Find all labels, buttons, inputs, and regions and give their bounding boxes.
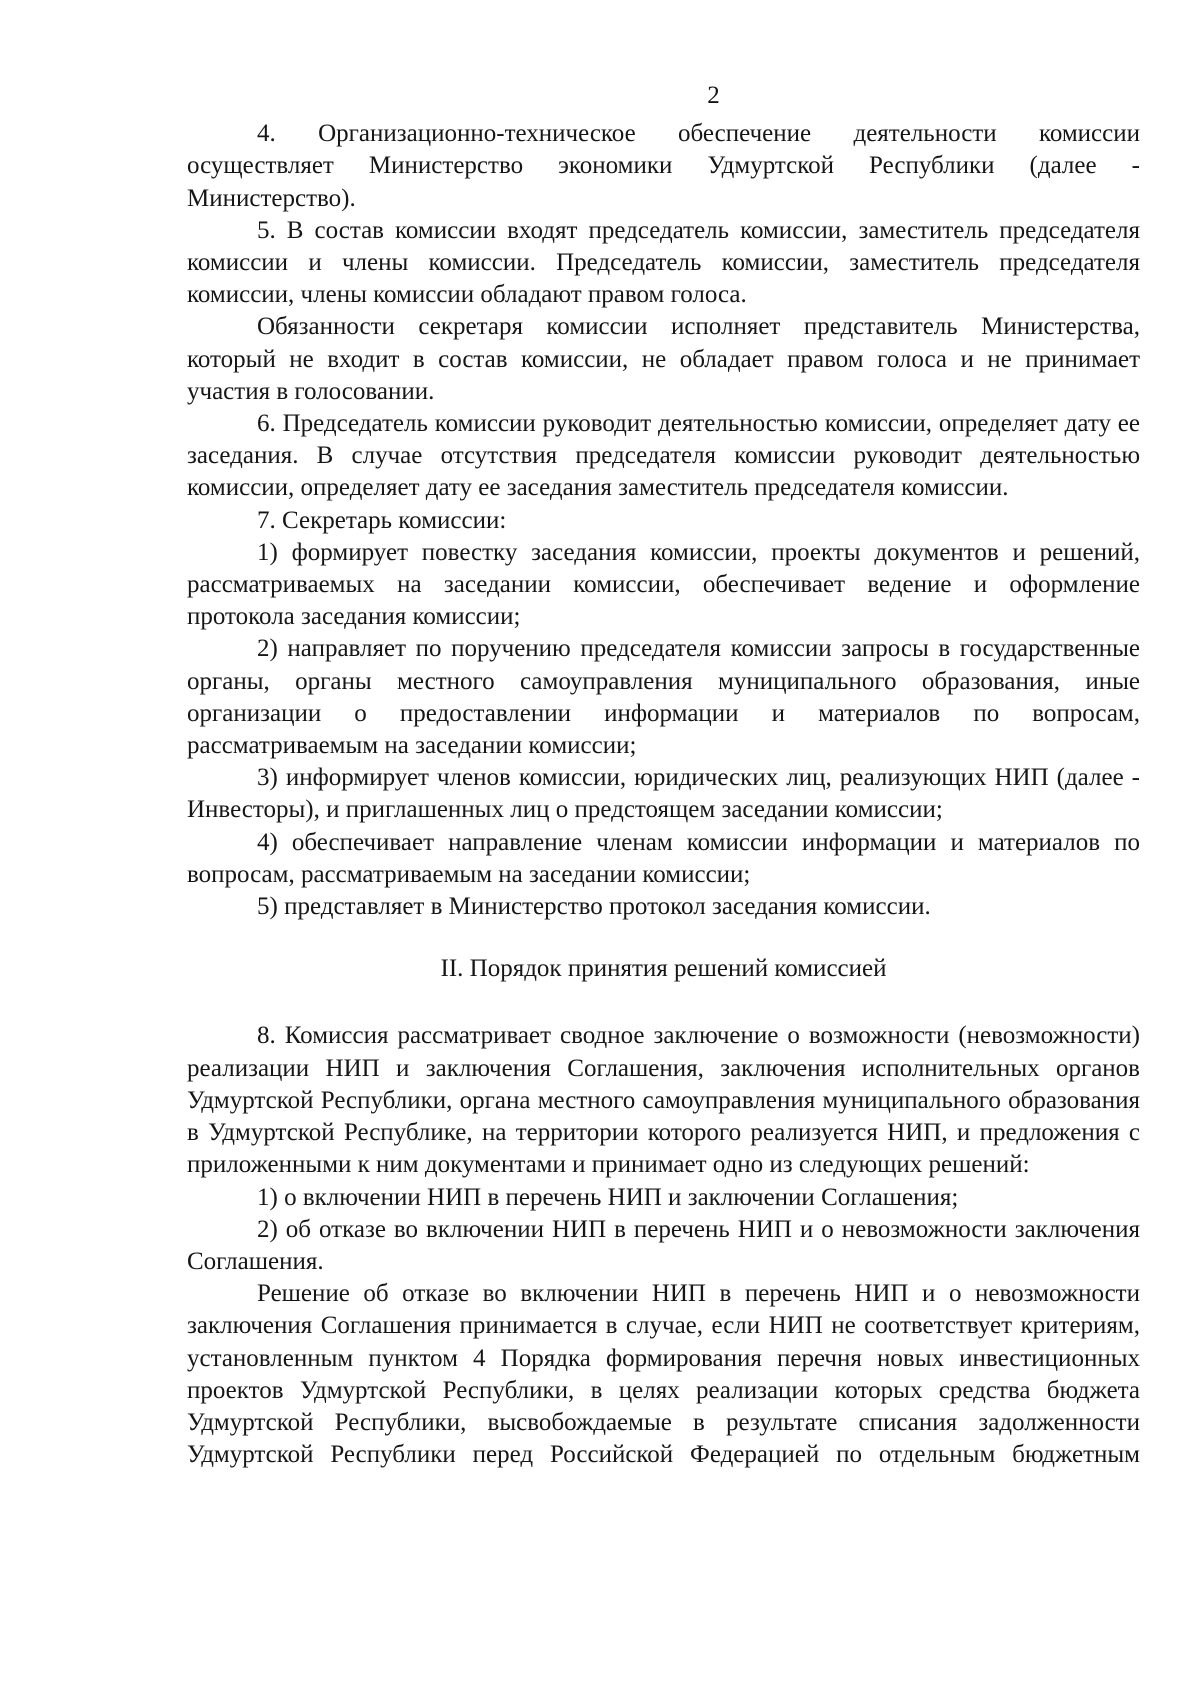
paragraph-4: 4. Организационно-техническое обеспечение деятельности комиссии осуществляет Министерство экономики Удмуртской Республики (далее - Министерство). [187,120,1140,212]
list-item-7-3: 3) информирует членов комиссии, юридических лиц, реализующих НИП (далее - Инвесторы), и приглашенных лиц о предстоящем заседании комиссии; [187,764,1140,824]
list-item-8-2: 2) об отказе во включении НИП в перечень НИП и о невозможности заключения Соглашения. [187,1215,1140,1275]
page-number: 2 [707,82,720,109]
list-item-8-1: 1) о включении НИП в перечень НИП и заключении Соглашения; [257,1183,959,1211]
list-item-7-4: 4) обеспечивает направление членам комиссии информации и материалов по вопросам, рассматриваемым на заседании комиссии; [187,828,1140,888]
paragraph-7: 7. Секретарь комиссии: [257,506,507,534]
list-item-7-2: 2) направляет по поручению председателя комиссии запросы в государственные органы, органы местного самоуправления муниципального образования, иные организации о предоставлении информации и материалов по вопросам, рассматриваемым на заседании комиссии; [187,635,1140,760]
paragraph-refusal-decision: Решение об отказе во включении НИП в перечень НИП и о невозможности заключения Соглашения принимается в случае, если НИП не соответствует критериям, установленным пунктом 4 Порядка формирования перечня новых инвестиционных проектов Удмуртской Республики, в целях реализации которых средства бюджета Удмуртской Республики, высвобождаемые в результате списания задолженности Удмуртской Республики перед Российской Федерацией по отдельным бюджетным [187,1280,1140,1469]
paragraph-8: 8. Комиссия рассматривает сводное заключение о возможности (невозможности) реализации НИП и заключения Соглашения, заключения исполнительных органов Удмуртской Республики, органа местного самоуправления муниципального образования в Удмуртской Республике, на территории которого реализуется НИП, и предложения с приложенными к ним документами и принимает одно из следующих решений: [187,1022,1140,1179]
paragraph-5: 5. В состав комиссии входят председатель комиссии, заместитель председателя комиссии и члены комиссии. Председатель комиссии, заместитель председателя комиссии, члены комиссии обладают правом голоса. [187,216,1140,309]
paragraph-secretary-duties: Обязанности секретаря комиссии исполняет представитель Министерства, который не входит в состав комиссии, не обладает правом голоса и не принимает участия в голосовании. [187,313,1140,405]
list-item-7-5: 5) представляет в Министерство протокол заседания комиссии. [257,893,931,921]
list-item-7-1: 1) формирует повестку заседания комиссии, проекты документов и решений, рассматриваемых на заседании комиссии, обеспечивает ведение и оформление протокола заседания комиссии; [187,538,1140,631]
section-heading: II. Порядок принятия решений комиссией [440,955,887,983]
paragraph-6: 6. Председатель комиссии руководит деятельностью комиссии, определяет дату ее заседания. В случае отсутствия председателя комиссии руководит деятельностью комиссии, определяет дату ее заседания заместитель председателя комиссии. [187,410,1140,502]
